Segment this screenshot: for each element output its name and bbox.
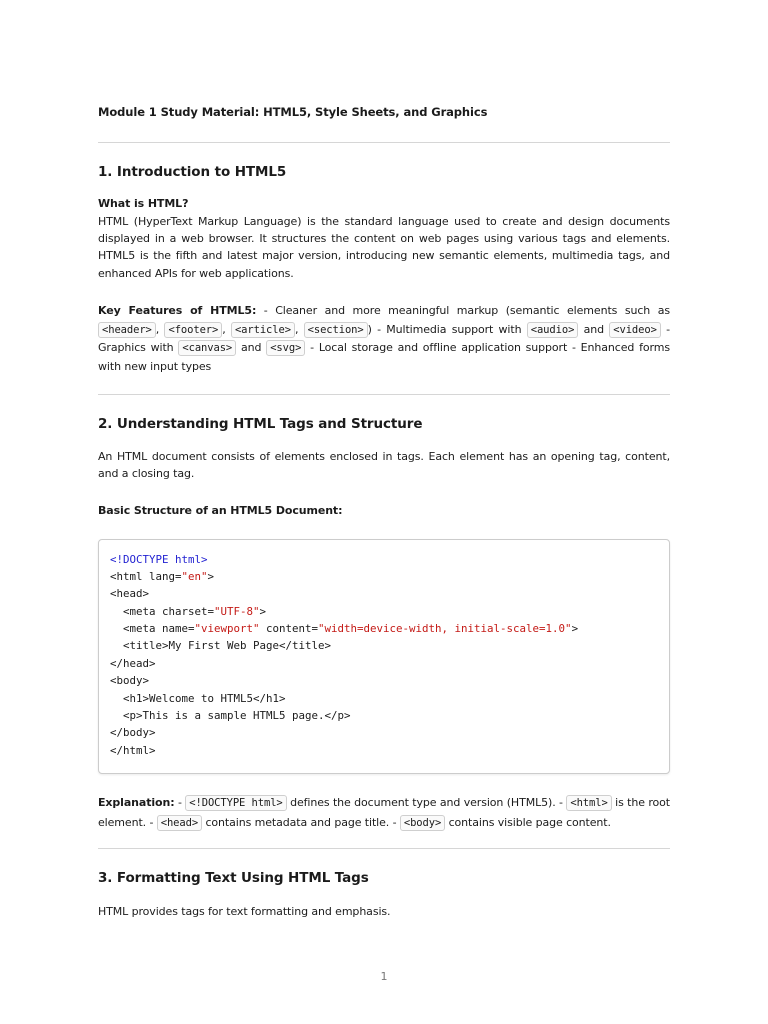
code-token: <meta charset= (110, 605, 215, 618)
text-run: - Local storage and offline application support - Enhanced forms with new input types (98, 341, 670, 373)
code-block (98, 539, 670, 774)
divider (98, 142, 670, 143)
code-token: <meta name= (110, 622, 195, 635)
what-is-html-paragraph: HTML (HyperText Markup Language) is the standard language used to create and design documents displayed in a web browser. It structures the content on web pages using various tags and elements. HTML5 is the fifth and latest major version, introducing new semantic elements, multimedia tags, and enhanced APIs for web applications. (98, 215, 670, 280)
divider (98, 394, 670, 395)
code-string: "width=device-width, initial-scale=1.0" (318, 622, 572, 635)
section-heading-formatting-text: 3. Formatting Text Using HTML Tags (98, 870, 369, 886)
code-line (110, 622, 578, 635)
text-run: contains metadata and page title. - (202, 816, 400, 829)
text-run: ) - Multimedia support with (367, 322, 527, 336)
text-run: , (155, 322, 165, 336)
page-number: 1 (380, 970, 388, 983)
code-line: <body> (110, 674, 150, 687)
code-tag-doctype: <!DOCTYPE html> (185, 795, 286, 811)
formatting-intro-paragraph: HTML provides tags for text formatting and emphasis. (98, 905, 391, 918)
code-token: > (571, 622, 579, 635)
text-run: - (174, 796, 186, 809)
text-run: - Graphics with (98, 322, 670, 354)
text-run: - Cleaner and more meaningful markup (semantic elements such as (256, 304, 670, 317)
code-tag-header: <header> (98, 322, 156, 338)
text-run: and (578, 322, 610, 336)
code-string: "viewport" (194, 622, 260, 635)
key-features-label: Key Features of HTML5: (98, 304, 257, 317)
code-line: </head> (110, 657, 156, 670)
explanation-paragraph (98, 793, 670, 833)
code-tag-audio: <audio> (527, 322, 579, 338)
code-line: <h1>Welcome to HTML5</h1> (110, 692, 286, 705)
code-string: "en" (181, 570, 208, 583)
code-tag-body: <body> (400, 815, 445, 831)
key-features-paragraph (98, 302, 670, 376)
explanation-label: Explanation: (98, 796, 175, 809)
code-tag-section: <section> (304, 322, 368, 338)
code-line: <p>This is a sample HTML5 page.</p> (110, 709, 351, 722)
text-run: contains visible page content. (445, 816, 611, 829)
code-line: <title>My First Web Page</title> (110, 639, 332, 652)
what-is-html-label: What is HTML? (98, 197, 189, 210)
text-run: defines the document type and version (HTML5). - (286, 796, 567, 809)
text-run: , (294, 322, 304, 336)
text-run: and (236, 341, 267, 354)
text-run: is the root element. - (98, 796, 670, 829)
code-string: "UTF-8" (214, 605, 260, 618)
divider (98, 848, 670, 849)
code-tag-head: <head> (157, 815, 202, 831)
code-tag-svg: <svg> (266, 340, 305, 356)
code-line: </body> (110, 726, 156, 739)
document-title: Module 1 Study Material: HTML5, Style Sheets, and Graphics (98, 105, 488, 119)
code-token: > (207, 570, 215, 583)
code-token: content= (259, 622, 319, 635)
code-token: <html lang= (110, 570, 182, 583)
code-line: </html> (110, 744, 156, 757)
code-tag-video: <video> (609, 322, 661, 338)
section-heading-intro-html5: 1. Introduction to HTML5 (98, 164, 287, 180)
code-line: <!DOCTYPE html> (110, 553, 208, 566)
tags-intro-paragraph: An HTML document consists of elements enclosed in tags. Each element has an opening tag, content, and a closing tag. (98, 450, 670, 481)
text-run: , (222, 322, 231, 336)
code-line (110, 605, 266, 618)
code-line (110, 570, 214, 583)
code-tag-canvas: <canvas> (178, 340, 236, 356)
code-tag-article: <article> (231, 322, 295, 338)
section-heading-tags-structure: 2. Understanding HTML Tags and Structure (98, 416, 423, 432)
code-tag-html: <html> (566, 795, 611, 811)
code-tag-footer: <footer> (164, 322, 222, 338)
code-line: <head> (110, 587, 150, 600)
basic-structure-label: Basic Structure of an HTML5 Document: (98, 504, 343, 517)
code-token: > (259, 605, 267, 618)
